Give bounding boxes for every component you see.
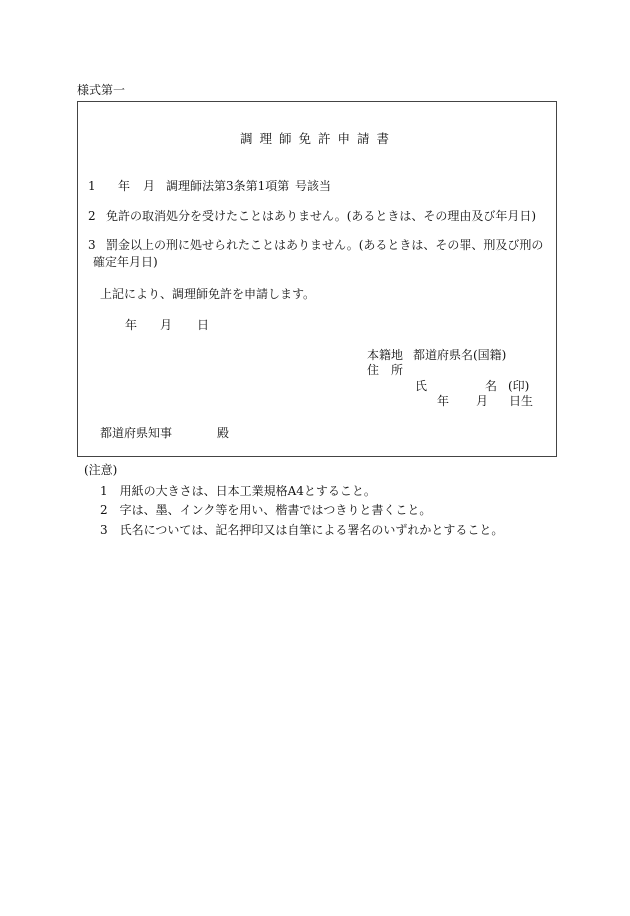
date-month: 月 <box>160 318 173 332</box>
item-3-number: 3 <box>88 238 96 252</box>
honseki-label: 本籍地 <box>367 348 404 362</box>
note-item: 2 字は、墨、インク等を用い、楷書ではつきりと書くこと。 <box>100 503 432 517</box>
address-label: 住 所 <box>367 363 404 377</box>
birth-day: 日生 <box>509 394 534 408</box>
birth-month: 月 <box>476 394 489 408</box>
date-year: 年 <box>125 318 138 332</box>
notes-heading: (注意) <box>84 463 118 477</box>
note-item: 3 氏名については、記名押印又は自筆による署名のいずれかとすること。 <box>100 523 504 537</box>
birth-year: 年 <box>437 394 450 408</box>
item-3-text: 罰金以上の刑に処せられたことはありません。(あるときは、その罪、刑及び刑の <box>106 238 544 252</box>
item-1-year: 年 <box>118 179 131 193</box>
form-title: 調理師免許申請書 <box>240 131 397 146</box>
item-1-month: 月 <box>143 179 156 193</box>
seal-label: (印) <box>508 379 530 393</box>
statement: 上記により、調理師免許を申請します。 <box>100 287 316 301</box>
form-label: 様式第一 <box>77 83 126 97</box>
date-day: 日 <box>197 318 210 332</box>
item-1-tail: 号該当 <box>295 179 332 193</box>
item-1-number: 1 <box>88 179 96 193</box>
note-item: 1 用紙の大きさは、日本工業規格A4とすること。 <box>100 484 376 498</box>
item-1-text: 調理師法第3条第1項第 <box>166 179 290 193</box>
item-2-number: 2 <box>88 209 96 223</box>
name-label-2: 名 <box>485 379 498 393</box>
name-label-1: 氏 <box>415 379 428 393</box>
honseki-value: 都道府県名(国籍) <box>413 348 507 362</box>
item-2-text: 免許の取消処分を受けたことはありません。(あるときは、その理由及び年月日) <box>106 209 537 223</box>
addressee-label: 都道府県知事 <box>100 426 173 440</box>
addressee-honorific: 殿 <box>217 426 230 440</box>
item-3-text-cont: 確定年月日) <box>93 255 158 269</box>
